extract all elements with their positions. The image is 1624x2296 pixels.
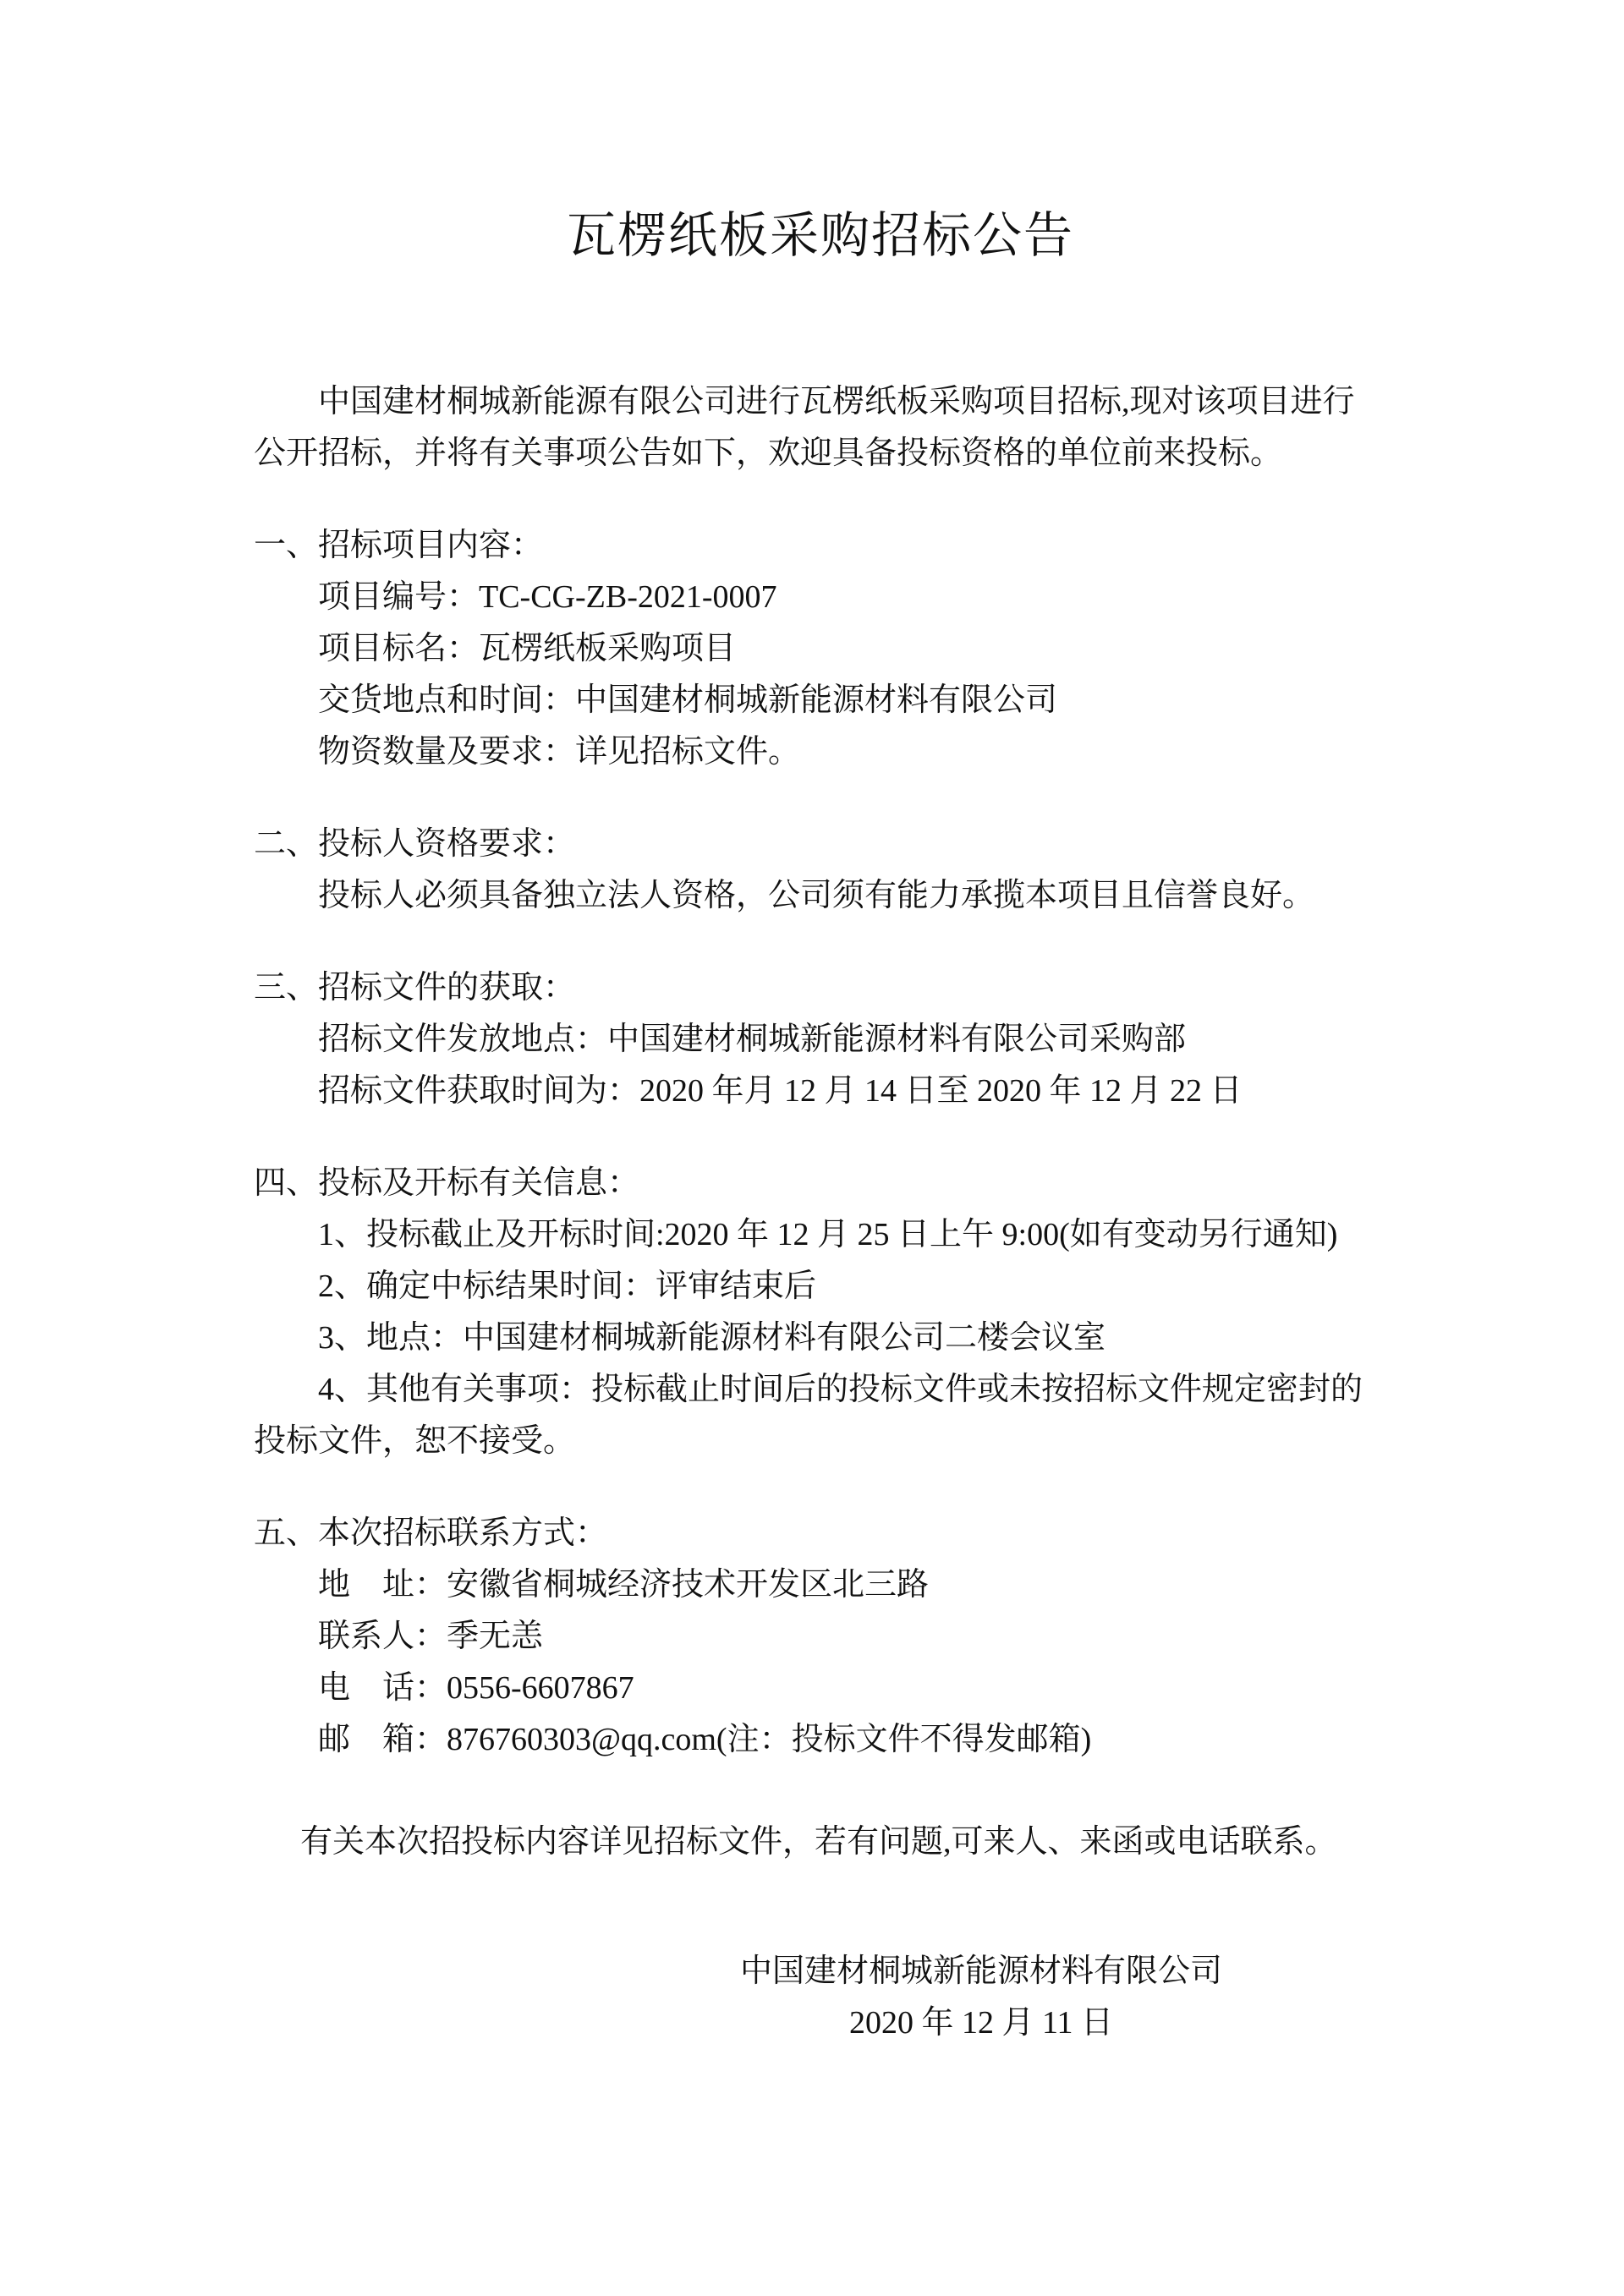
section-heading: 四、投标及开标有关信息：	[254, 1165, 640, 1201]
other-matters-continuation-line: 投标文件，恕不接受。	[254, 1423, 576, 1459]
section-heading: 五、本次招标联系方式：	[254, 1515, 608, 1551]
goods-quantity-line: 物资数量及要求：详见招标文件。	[318, 734, 801, 770]
document-title: 瓦楞纸板采购招标公告	[566, 208, 1074, 263]
section-bidder-qualification	[254, 819, 1387, 922]
document-acquisition-time-line: 招标文件获取时间为：2020 年月 12 月 14 日至 2020 年 12 月 22 日	[318, 1073, 1243, 1109]
document-content	[254, 0, 1387, 2049]
venue-line: 3、地点：中国建材桐城新能源材料有限公司二楼会议室	[318, 1320, 1106, 1356]
signature-block	[254, 1946, 1387, 2049]
address-line: 地 址：安徽省桐城经济技术开发区北三路	[318, 1567, 930, 1603]
other-matters-line: 4、其他有关事项：投标截止时间后的投标文件或未按招标文件规定密封的	[318, 1372, 1363, 1407]
intro-line: 中国建材桐城新能源有限公司进行瓦楞纸板采购项目招标,现对该项目进行	[318, 384, 1355, 419]
section-bid-opening-info	[254, 1158, 1387, 1467]
document-issue-place-line: 招标文件发放地点：中国建材桐城新能源材料有限公司采购部	[318, 1022, 1187, 1057]
result-time-line: 2、确定中标结果时间：评审结束后	[318, 1269, 817, 1304]
bid-deadline-line: 1、投标截止及开标时间:2020 年 12 月 25 日上午 9:00(如有变动另行通知)	[318, 1217, 1338, 1252]
contact-person-line: 联系人：季无恙	[318, 1619, 544, 1654]
section-heading: 二、投标人资格要求：	[254, 826, 576, 862]
signature-company: 中国建材桐城新能源材料有限公司	[739, 1954, 1222, 1989]
section-heading: 三、招标文件的获取：	[254, 970, 576, 1006]
section-tender-project-content	[254, 520, 1387, 778]
project-name-line: 项目标名：瓦楞纸板采购项目	[318, 631, 737, 666]
project-number-line: 项目编号：TC-CG-ZB-2021-0007	[318, 579, 777, 615]
intro-line: 公开招标，并将有关事项公告如下，欢迎具备投标资格的单位前来投标。	[254, 436, 1283, 471]
qualification-line: 投标人必须具备独立法人资格，公司须有能力承揽本项目且信誉良好。	[318, 878, 1315, 913]
signature-date: 2020 年 12 月 11 日	[848, 2005, 1114, 2041]
intro-paragraph	[254, 376, 1387, 479]
phone-line: 电 话：0556-6607867	[318, 1670, 634, 1706]
delivery-place-line: 交货地点和时间：中国建材桐城新能源材料有限公司	[318, 682, 1058, 718]
section-contact-info	[254, 1508, 1387, 1766]
section-heading: 一、招标项目内容：	[254, 528, 544, 563]
section-document-acquisition	[254, 962, 1387, 1117]
email-line: 邮 箱：876760303@qq.com(注：投标文件不得发邮箱)	[318, 1722, 1092, 1757]
closing-paragraph: 有关本次招投标内容详见招标文件，若有问题,可来人、来函或电话联系。	[300, 1824, 1337, 1860]
